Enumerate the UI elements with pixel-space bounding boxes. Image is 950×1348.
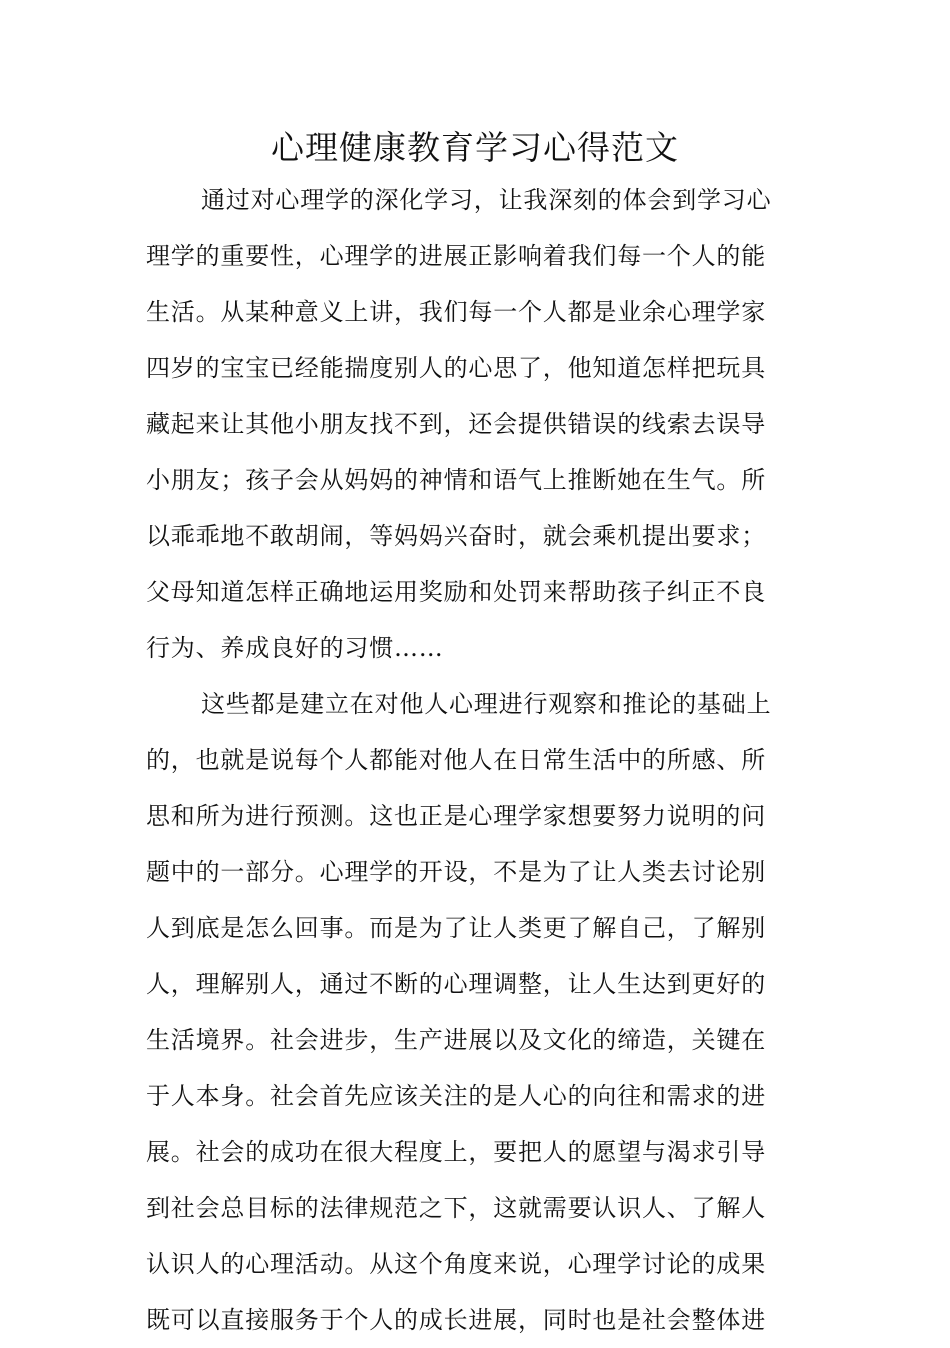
text-line: 这些都是建立在对他人心理进行观察和推论的基础上: [201, 690, 772, 718]
text-line: 题中的一部分。心理学的开设，不是为了让人类去讨论别: [146, 858, 766, 886]
document-title: 心理健康教育学习心得范文: [271, 128, 679, 167]
text-line: 小朋友；孩子会从妈妈的神情和语气上推断她在生气。所: [146, 466, 766, 494]
text-line: 既可以直接服务于个人的成长进展，同时也是社会整体进: [146, 1306, 766, 1334]
text-line: 通过对心理学的深化学习，让我深刻的体会到学习心: [201, 186, 772, 214]
text-line: 生活。从某种意义上讲，我们每一个人都是业余心理学家: [146, 298, 766, 326]
text-line: 以乖乖地不敢胡闹，等妈妈兴奋时，就会乘机提出要求；: [146, 522, 766, 550]
text-line: 理学的重要性，心理学的进展正影响着我们每一个人的能: [146, 242, 766, 270]
text-line: 藏起来让其他小朋友找不到，还会提供错误的线索去误导: [146, 410, 766, 438]
text-line: 人到底是怎么回事。而是为了让人类更了解自己，了解别: [146, 914, 766, 942]
text-line: 的，也就是说每个人都能对他人在日常生活中的所感、所: [146, 746, 766, 774]
text-line: 到社会总目标的法律规范之下，这就需要认识人、了解人: [146, 1194, 766, 1222]
document-body: [146, 172, 811, 1348]
text-line: 于人本身。社会首先应该关注的是人心的向往和需求的进: [146, 1082, 766, 1110]
text-line: 父母知道怎样正确地运用奖励和处罚来帮助孩子纠正不良: [146, 578, 766, 606]
text-line: 思和所为进行预测。这也正是心理学家想要努力说明的问: [146, 802, 766, 830]
text-line: 四岁的宝宝已经能揣度别人的心思了，他知道怎样把玩具: [146, 354, 766, 382]
text-line: 行为、养成良好的习惯……: [146, 634, 444, 662]
text-line: 展。社会的成功在很大程度上，要把人的愿望与渴求引导: [146, 1138, 766, 1166]
text-line: 生活境界。社会进步，生产进展以及文化的缔造，关键在: [146, 1026, 766, 1054]
text-line: 认识人的心理活动。从这个角度来说，心理学讨论的成果: [146, 1250, 766, 1278]
text-line: 人，理解别人，通过不断的心理调整，让人生达到更好的: [146, 970, 766, 998]
